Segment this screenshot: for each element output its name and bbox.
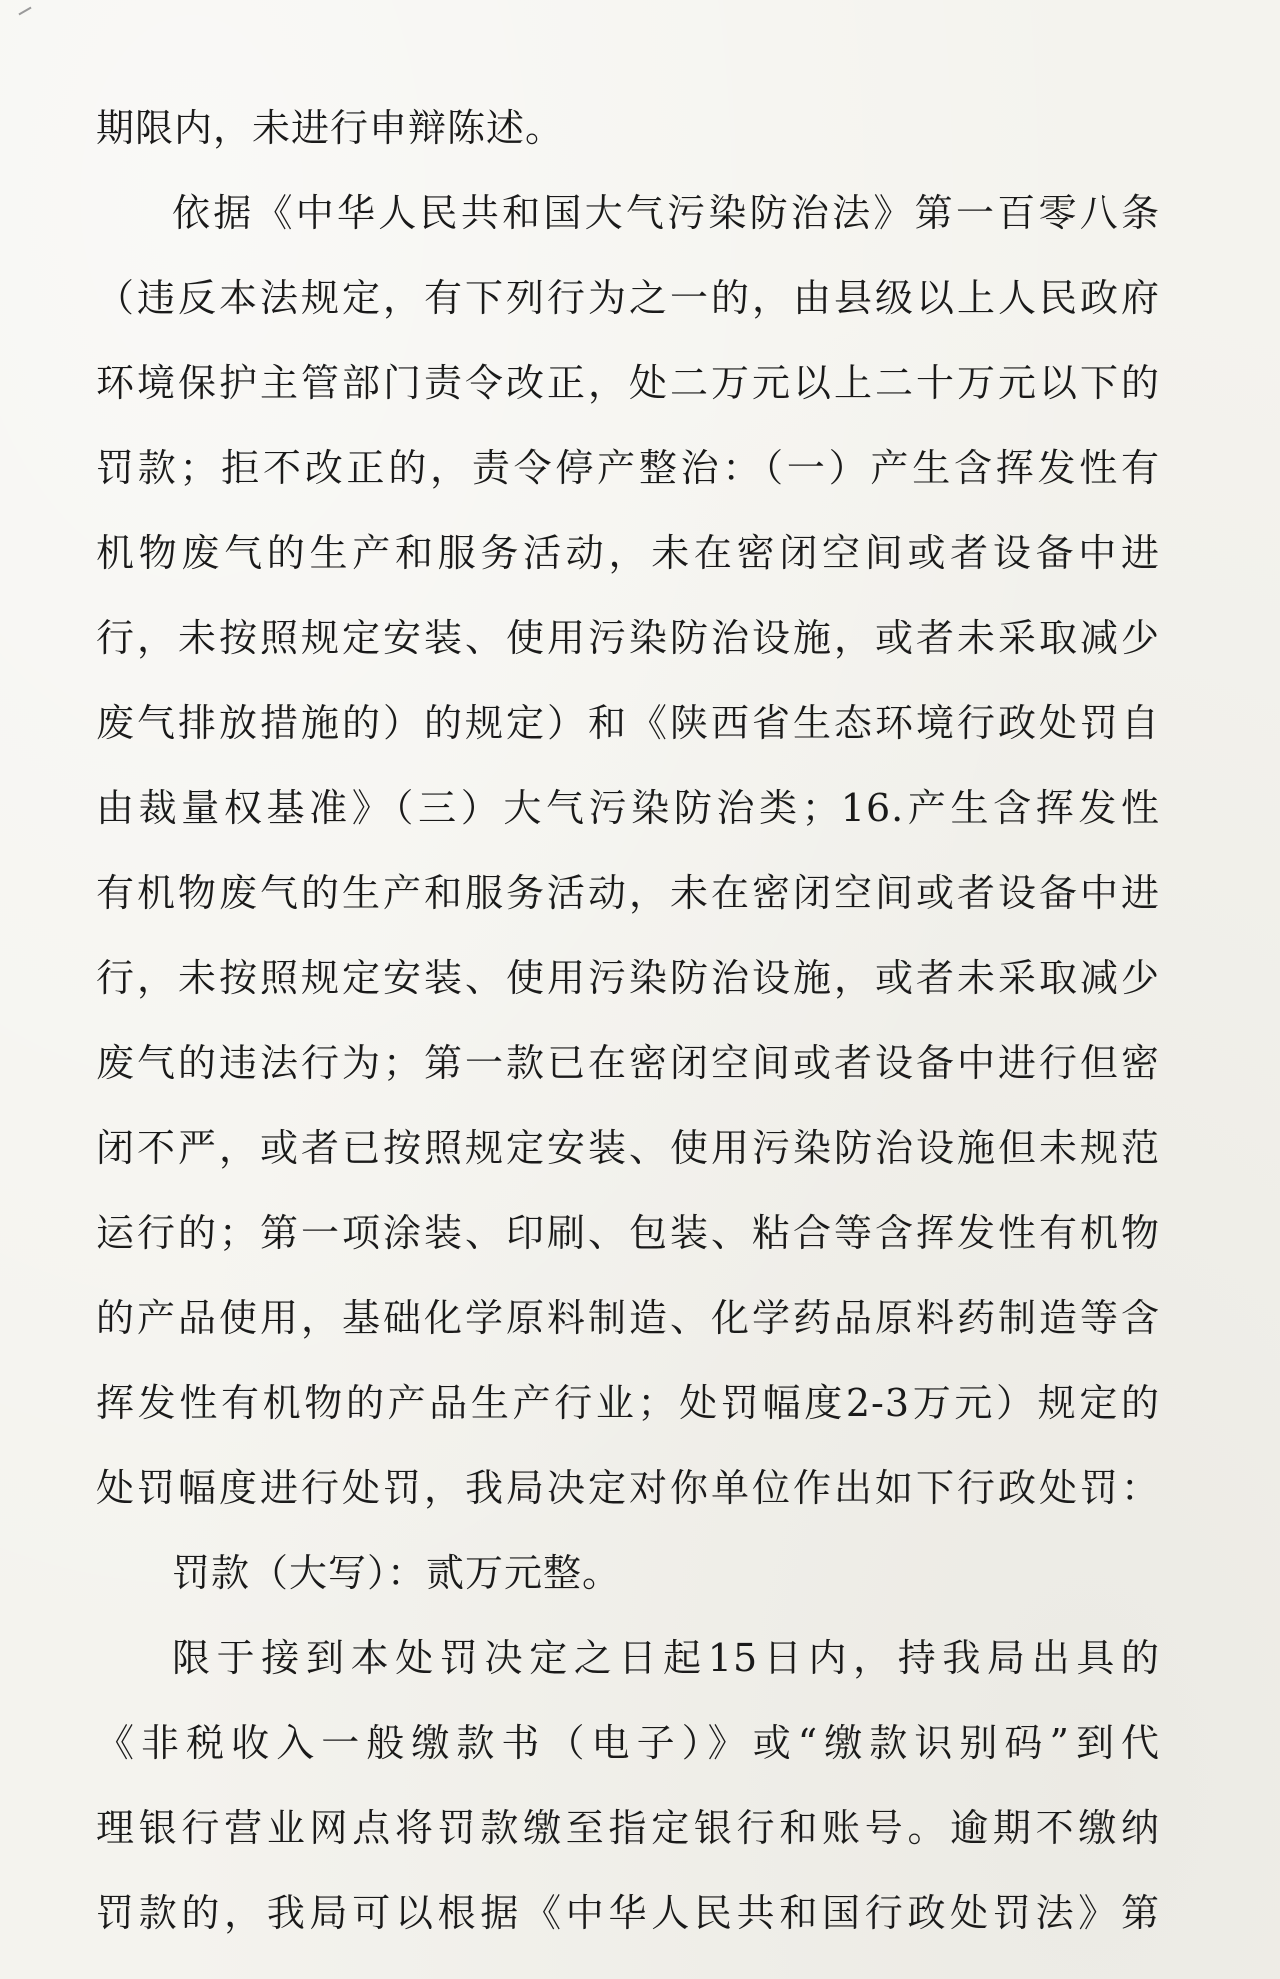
text-line: 罚款；拒不改正的，责令停产整治：（一）产生含挥发性有 (96, 446, 1160, 490)
text-line: 《非税收入一般缴款书（电子）》或“缴款识别码”到代 (96, 1721, 1160, 1765)
text-line: 罚款的，我局可以根据《中华人民共和国行政处罚法》第 (96, 1891, 1160, 1935)
text-line: 废气的违法行为；第一款已在密闭空间或者设备中进行但密 (96, 1041, 1160, 1085)
text-line: 运行的；第一项涂装、印刷、包装、粘合等含挥发性有机物 (96, 1211, 1160, 1255)
text-line: 行，未按照规定安装、使用污染防治设施，或者未采取减少 (96, 956, 1160, 1000)
text-line: 限于接到本处罚决定之日起15日内，持我局出具的 (172, 1636, 1160, 1680)
text-line: 有机物废气的生产和服务活动，未在密闭空间或者设备中进 (96, 871, 1160, 915)
text-line: （违反本法规定，有下列行为之一的，由县级以上人民政府 (96, 276, 1160, 320)
text-line: 闭不严，或者已按照规定安装、使用污染防治设施但未规范 (96, 1126, 1160, 1170)
text-line: 理银行营业网点将罚款缴至指定银行和账号。逾期不缴纳 (96, 1806, 1160, 1850)
text-line: 废气排放措施的）的规定）和《陕西省生态环境行政处罚自 (96, 701, 1160, 745)
scan-mark (18, 7, 31, 16)
text-line: 的产品使用，基础化学原料制造、化学药品原料药制造等含 (96, 1296, 1160, 1340)
text-line: 挥发性有机物的产品生产行业；处罚幅度2-3万元）规定的 (96, 1381, 1160, 1425)
text-line: 环境保护主管部门责令改正，处二万元以上二十万元以下的 (96, 361, 1160, 405)
text-line: 行，未按照规定安装、使用污染防治设施，或者未采取减少 (96, 616, 1160, 660)
text-line: 由裁量权基准》（三）大气污染防治类；16.产生含挥发性 (96, 786, 1160, 830)
text-line: 罚款（大写）：贰万元整。 (172, 1551, 622, 1595)
text-line: 期限内，未进行申辩陈述。 (96, 106, 565, 150)
text-line: 处罚幅度进行处罚，我局决定对你单位作出如下行政处罚： (96, 1466, 1160, 1510)
text-line: 依据《中华人民共和国大气污染防治法》第一百零八条 (172, 191, 1160, 235)
text-line: 机物废气的生产和服务活动，未在密闭空间或者设备中进 (96, 531, 1160, 575)
document-body (96, 86, 1160, 1956)
